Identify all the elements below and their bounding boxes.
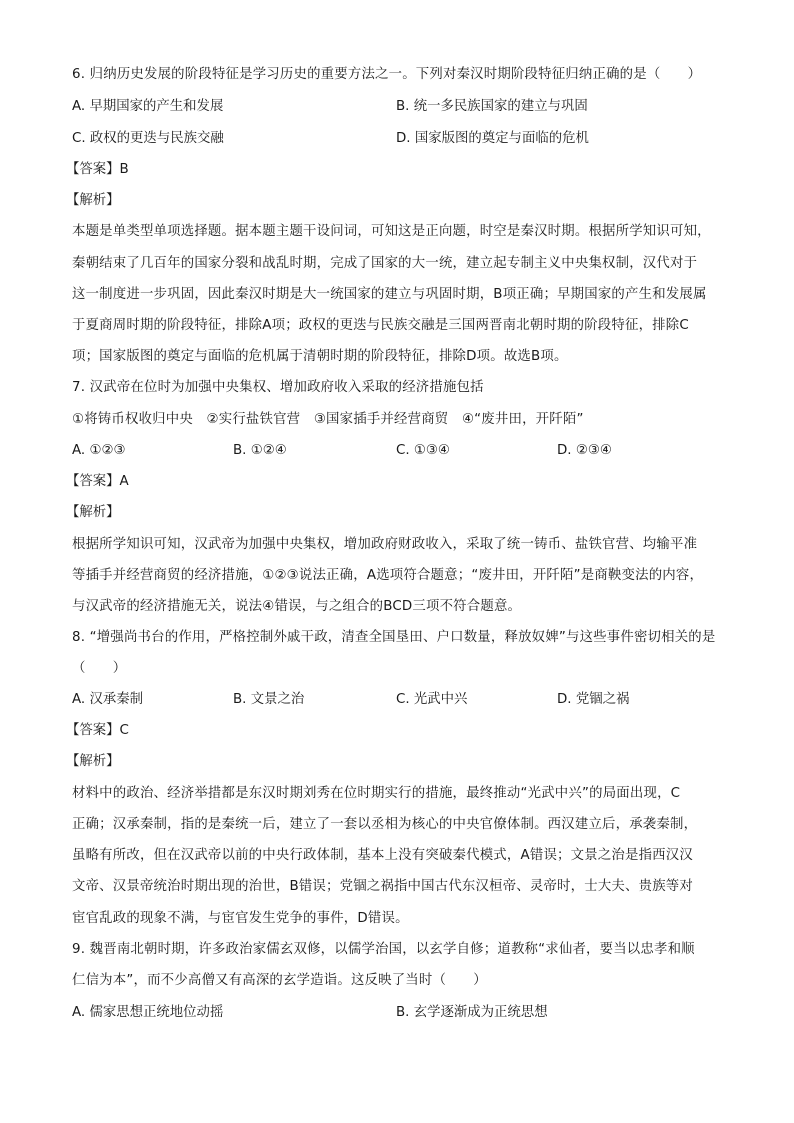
q8-analysis-label: 【解析】 (66, 754, 120, 769)
q7-stem: 7. 汉武帝在位时为加强中央集权、增加政府收入采取的经济措施包括 (72, 380, 484, 395)
q7-option-c: C. ①③④ (396, 443, 450, 458)
q8-option-d: D. 党锢之祸 (557, 692, 630, 707)
q7-analysis-label: 【解析】 (66, 505, 120, 520)
q8-analysis-line: 正确；汉承秦制，指的是秦统一后，建立了一套以丞相为核心的中央官僚体制。西汉建立后，承袭秦制， (72, 817, 698, 832)
q9-stem: 9. 魏晋南北朝时期，许多政治家儒玄双修，以儒学治国，以玄学自修；道教称“求仙者，要当以忠孝和顺 (72, 942, 695, 957)
q8-option-c: C. 光武中兴 (396, 692, 468, 707)
q6-analysis-line: 本题是单类型单项选择题。据本题主题干设问词，可知这是正向题，时空是秦汉时期。根据所学知识可知， (72, 224, 711, 239)
q7-analysis-line: 等插手并经营商贸的经济措施，①②③说法正确，A选项符合题意；“废井田，开阡陌”是商鞅变法的内容， (72, 568, 704, 583)
q7-items: ①将铸币权收归中央 ②实行盐铁官营 ③国家插手并经营商贸 ④“废井田，开阡陌” (72, 412, 584, 427)
q8-answer: 【答案】C (66, 723, 129, 738)
q6-stem: 6. 归纳历史发展的阶段特征是学习历史的重要方法之一。下列对秦汉时期阶段特征归纳正确的是（ ） (72, 67, 702, 82)
q6-option-b: B. 统一多民族国家的建立与巩固 (396, 99, 588, 114)
q8-analysis-line: 虽略有所改，但在汉武帝以前的中央行政体制，基本上没有突破秦代模式，A错误；文景之治是指西汉汉 (72, 848, 693, 863)
q8-analysis-line: 材料中的政治、经济举措都是东汉时期刘秀在位时期实行的措施，最终推动“光武中兴”的局面出现，C (72, 786, 681, 801)
q8-analysis-line: 宦官乱政的现象不满，与宦官发生党争的事件，D错误。 (72, 911, 409, 926)
q6-analysis-label: 【解析】 (66, 193, 120, 208)
q9-stem: 仁信为本”，而不少高僧又有高深的玄学造诣。这反映了当时（ ） (72, 973, 487, 988)
q6-analysis-line: 项；国家版图的奠定与面临的危机属于清朝时期的阶段特征，排除D项。故选B项。 (72, 349, 568, 364)
q7-option-b: B. ①②④ (233, 443, 287, 458)
q6-option-a: A. 早期国家的产生和发展 (72, 99, 224, 114)
q8-option-b: B. 文景之治 (233, 692, 305, 707)
q6-analysis-line: 于夏商周时期的阶段特征，排除A项；政权的更迭与民族交融是三国两晋南北朝时期的阶段特征，排除C (72, 318, 689, 333)
q8-stem: 8. “增强尚书台的作用，严格控制外戚干政，清查全国垦田、户口数量，释放奴婢”与这些事件密切相关的是 (72, 630, 716, 645)
q7-analysis-line: 与汉武帝的经济措施无关，说法④错误，与之组合的BCD三项不符合题意。 (72, 599, 522, 614)
q6-option-c: C. 政权的更迭与民族交融 (72, 131, 224, 146)
q8-analysis-line: 文帝、汉景帝统治时期出现的治世，B错误；党锢之祸指中国古代东汉桓帝、灵帝时，士大夫、贵族等对 (72, 879, 693, 894)
q8-stem-blank: （ ） (72, 661, 127, 676)
q9-option-a: A. 儒家思想正统地位动摇 (72, 1005, 224, 1020)
q6-analysis-line: 秦朝结束了几百年的国家分裂和战乱时期，完成了国家的大一统，建立起专制主义中央集权制，汉代对于 (72, 256, 698, 271)
q7-analysis-line: 根据所学知识可知，汉武帝为加强中央集权，增加政府财政收入，采取了统一铸币、盐铁官营、均输平准 (72, 537, 698, 552)
q7-option-d: D. ②③④ (557, 443, 612, 458)
q7-option-a: A. ①②③ (72, 443, 126, 458)
q9-option-b: B. 玄学逐渐成为正统思想 (396, 1005, 548, 1020)
q8-option-a: A. 汉承秦制 (72, 692, 143, 707)
q6-analysis-line: 这一制度进一步巩固，因此秦汉时期是大一统国家的建立与巩固时期，B项正确；早期国家的产生和发展属 (72, 287, 707, 302)
q6-option-d: D. 国家版图的奠定与面临的危机 (396, 131, 589, 146)
q7-answer: 【答案】A (66, 474, 129, 489)
q6-answer: 【答案】B (66, 162, 129, 177)
